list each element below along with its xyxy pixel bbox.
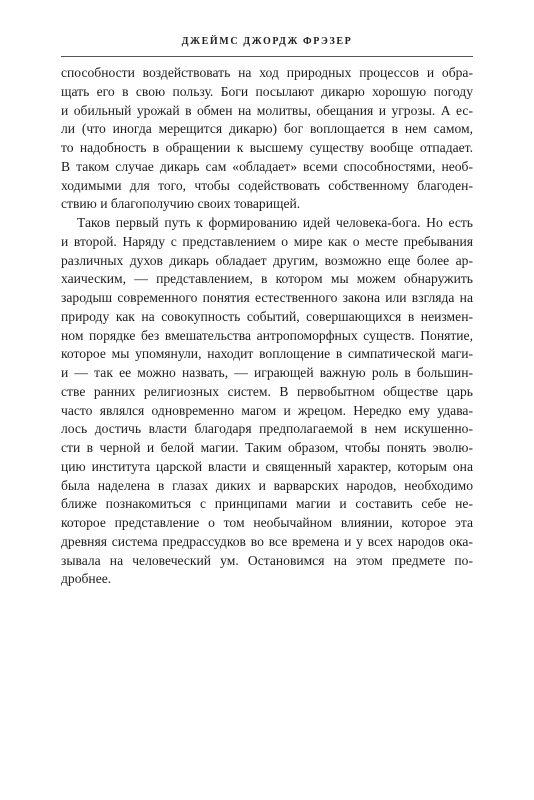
text-line: цию института царской власти и священный характер, которым она (61, 458, 473, 474)
text-line: различных духов дикарь обладает другим, возможно еще более ар- (61, 252, 473, 268)
text-line: стве ранних религиозных систем. В первобытном обществе царь (61, 383, 473, 399)
text-line: ном порядке без вмешательства антропоморфных существ. Понятие, (61, 327, 473, 343)
text-line: ближе познакомиться с принципами магии и составить себе не- (61, 496, 473, 512)
text-line: зывала на человеческий ум. Остановимся на этом предмете по- (61, 552, 473, 568)
text-line: дробнее. (61, 571, 112, 587)
text-line: зародыш современного понятия естественного закона или взгляда на (61, 290, 473, 305)
text-line: ли (что иногда мерещится дикарю) бог воплощается в нем самом, (61, 121, 473, 137)
text-line: В таком случае дикарь сам «обладает» всеми способностями, необ- (61, 158, 473, 174)
text-line: и второй. Наряду с представлением о мире как о месте пребывания (61, 233, 473, 249)
text-line: щать его в свою пользу. Боги посылают дикарю хорошую погоду (61, 83, 473, 99)
text-line: ствию и благополучию своих товарищей. (61, 196, 301, 212)
paragraph-1 (61, 64, 473, 214)
paragraph-2 (61, 214, 473, 589)
running-head: ДЖЕЙМС ДЖОРДЖ ФРЭЗЕР (181, 36, 353, 47)
text-line: хаическим, — представлением, в котором мы можем обнаружить (61, 271, 473, 287)
text-line: и — так ее можно назвать, — играющей важную роль в большин- (61, 365, 473, 380)
text-line: способности воздействовать на ход природных процессов и обра- (61, 65, 473, 80)
text-line: то надобность в обращении к высшему существу вообще отпадает. (61, 140, 473, 155)
text-line: Таков первый путь к формированию идей человека-бога. Но есть (77, 215, 473, 230)
text-line: древняя система предрассудков во все времена и у всех народов ока- (61, 533, 473, 549)
text-line: которое мы упомянули, находит воплощение в симпатической маги- (61, 346, 473, 362)
text-line: и обильный урожай в обмен на молитвы, обещания и угрозы. А ес- (61, 102, 473, 118)
text-line: сти в черной и белой магии. Таким образом, чтобы понять эволю- (61, 440, 473, 455)
body-text (61, 64, 473, 589)
text-line: часто являлся одновременно магом и жрецом. Нередко ему удава- (61, 402, 473, 418)
text-line: ходимыми для того, чтобы содействовать собственному благоден- (61, 177, 473, 193)
header-rule (61, 56, 473, 57)
text-line: которое представление о том необычайном влиянии, которое эта (61, 515, 473, 530)
text-line: была наделена в глазах диких и варварских народов, необходимо (61, 477, 473, 493)
text-line: лось достичь власти благодаря предполагаемой в нем искушенно- (61, 421, 473, 437)
text-line: природу как на совокупность событий, совершающихся в неизмен- (61, 308, 473, 324)
